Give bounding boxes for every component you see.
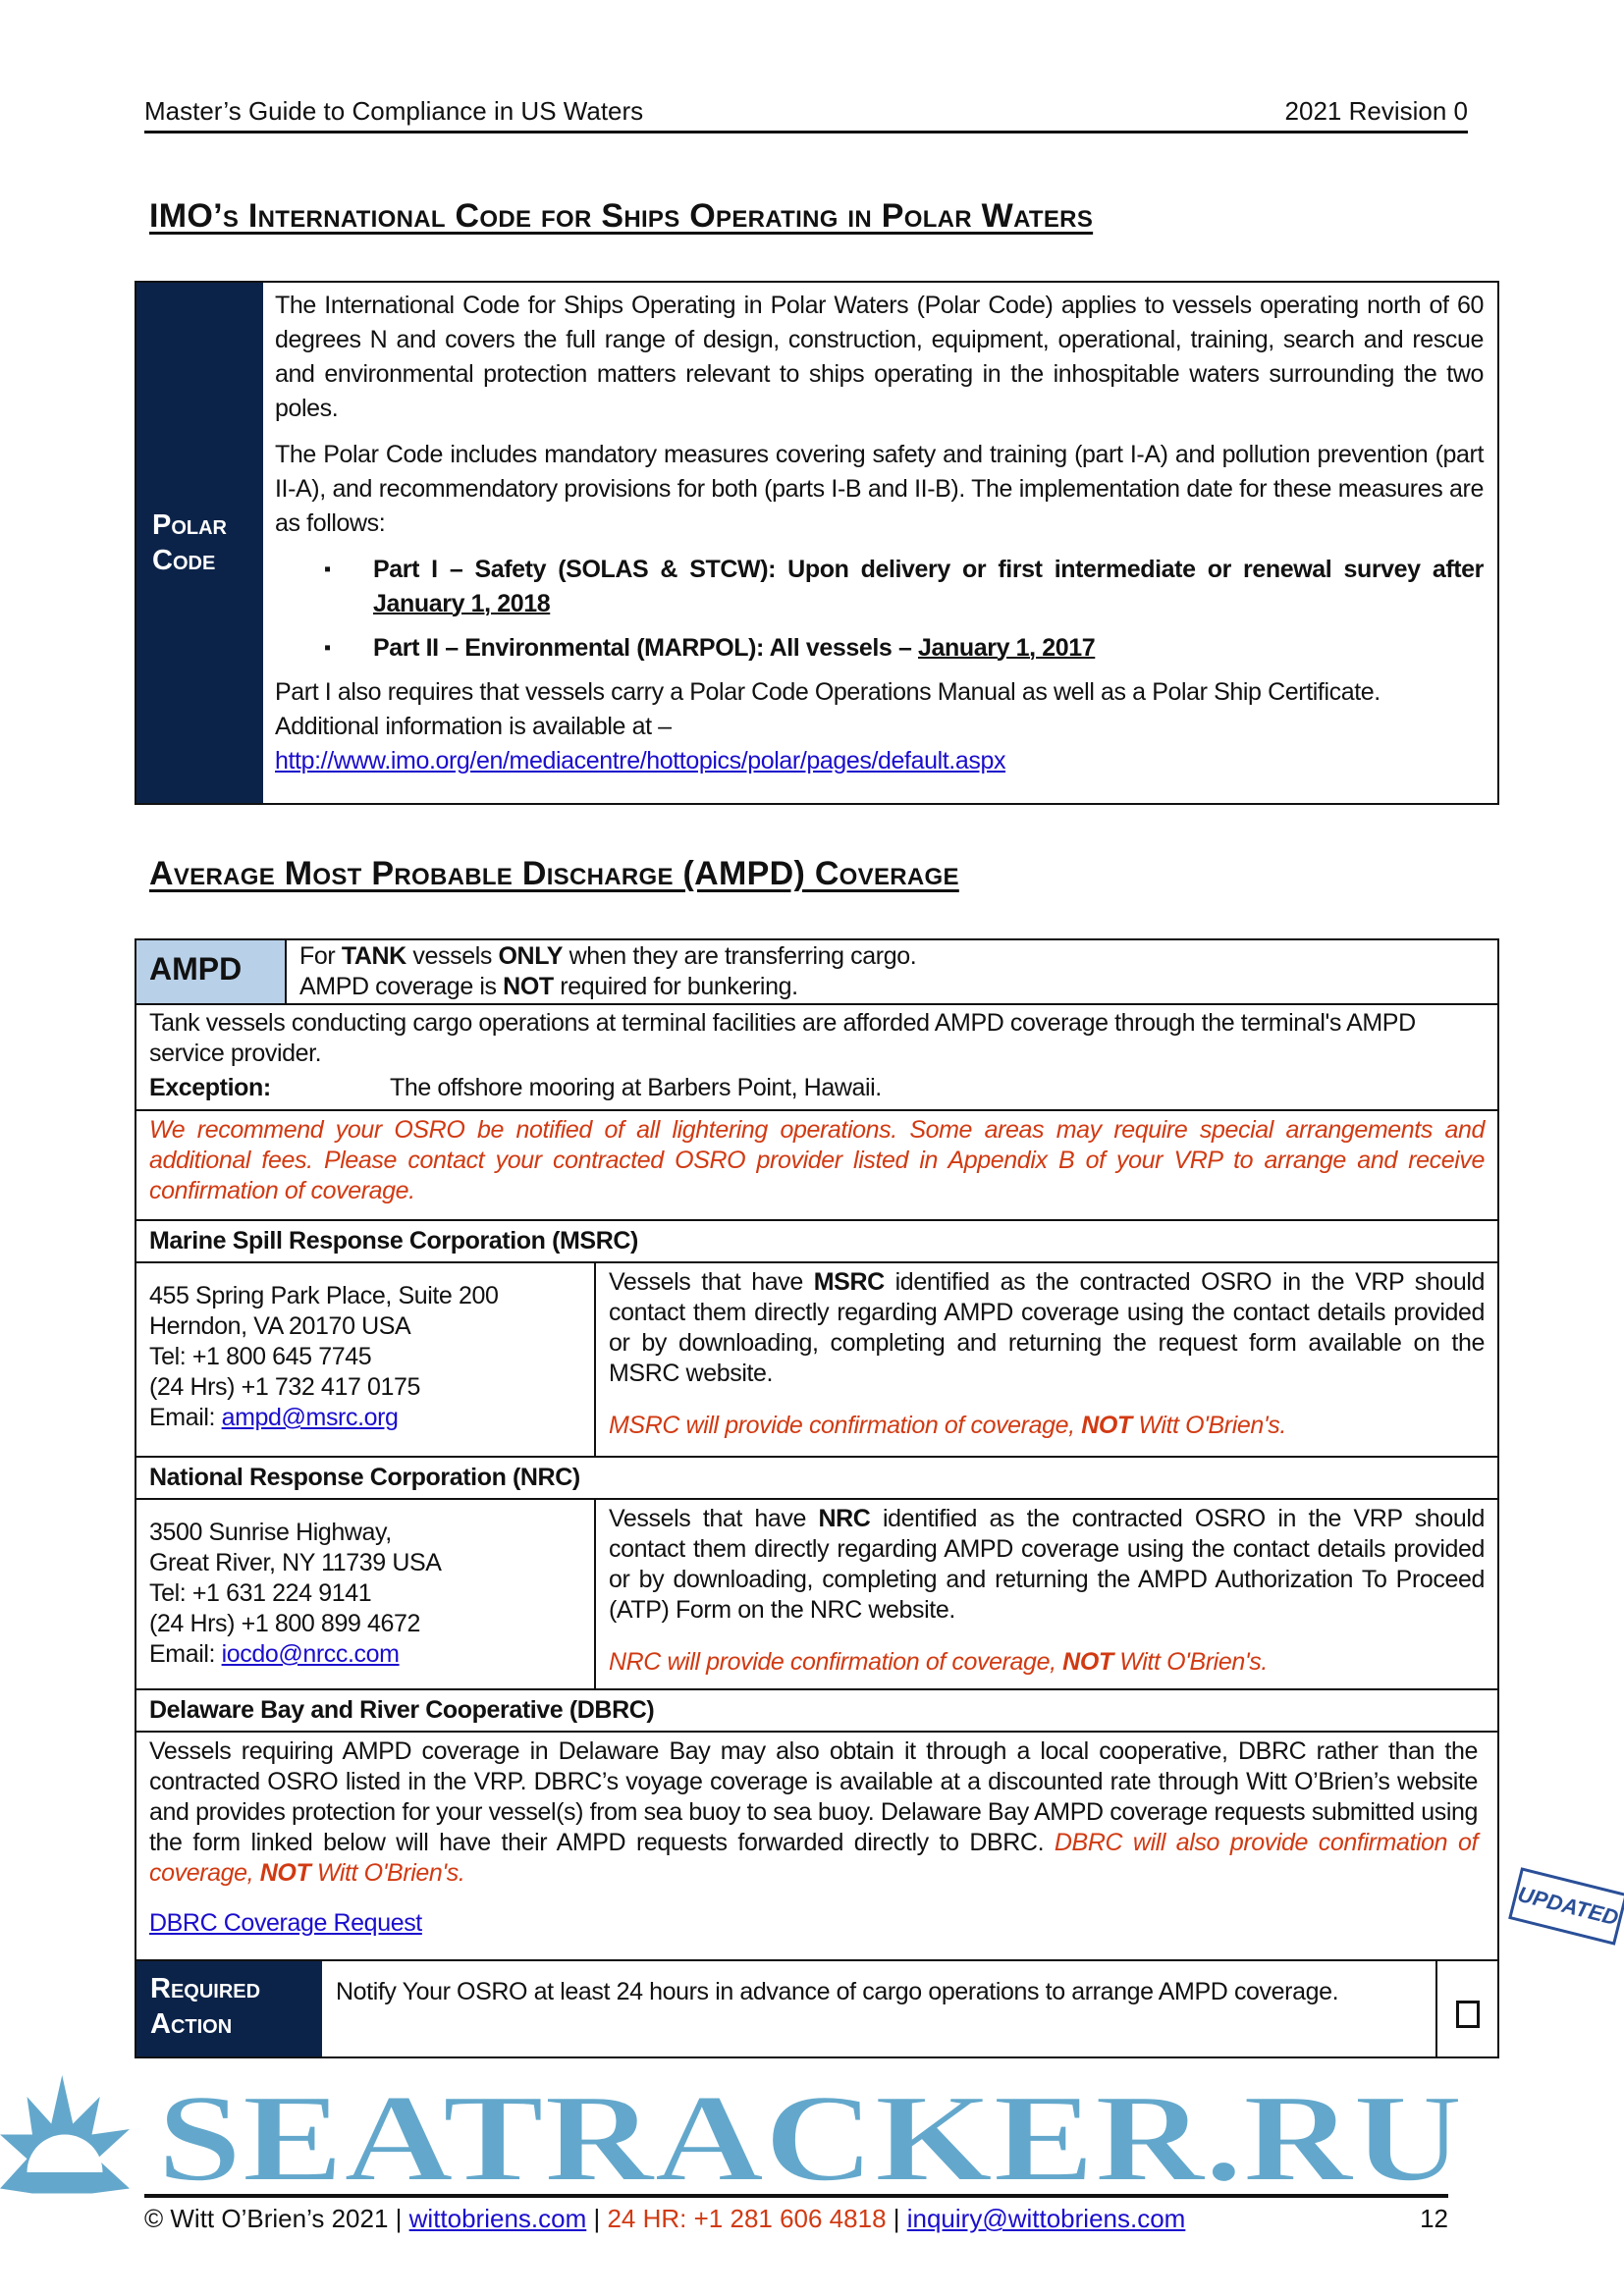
watermark-text: SEATRACKER.RU bbox=[157, 2068, 1463, 2194]
bullet-part-1: ▪ Part I – Safety (SOLAS & STCW): Upon delivery or first intermediate or renewal survey after January 1, 2018 bbox=[275, 553, 1484, 621]
hotline: 24 HR: +1 281 606 4818 bbox=[607, 2204, 887, 2233]
website-link[interactable]: wittobriens.com bbox=[408, 2204, 587, 2233]
ampd-label: AMPD bbox=[136, 940, 287, 1003]
document-title: Master’s Guide to Compliance in US Waters bbox=[144, 96, 644, 126]
dbrc-coverage-request-link[interactable]: DBRC Coverage Request bbox=[149, 1909, 422, 1937]
imo-link[interactable]: http://www.imo.org/en/mediacentre/hottopics/polar/pages/default.aspx bbox=[275, 747, 1006, 774]
msrc-title: Marine Spill Response Corporation (MSRC) bbox=[136, 1221, 1497, 1263]
msrc-email-link[interactable]: ampd@msrc.org bbox=[221, 1404, 399, 1431]
dbrc-title: Delaware Bay and River Cooperative (DBRC) bbox=[136, 1690, 1497, 1733]
action-checkbox[interactable] bbox=[1456, 2001, 1480, 2028]
msrc-row: 455 Spring Park Place, Suite 200 Herndon, VA 20170 USA Tel: +1 800 645 7745 (24 Hrs) +1 732 417 0175 Email: ampd@msrc.org Vessels that have MSRC identified as the contracted OSRO in the VRP should contact them directly regarding AMPD coverage using the contact details provided or by downloading, completing and returning the request form available on the MSRC website. MSRC will provide confirmation of coverage, NOT Witt O'Brien's. bbox=[136, 1263, 1497, 1458]
recommend-note: We recommend your OSRO be notified of all lightering operations. Some areas may require special arrangements and additional fees. Please contact your contracted OSRO provider listed in Appendix B of your VRP to arrange and receive confirmation of coverage. bbox=[136, 1111, 1497, 1221]
required-action-row bbox=[136, 1961, 1497, 2056]
ampd-scope: For TANK vessels ONLY when they are transferring cargo. AMPD coverage is NOT required for bunkering. bbox=[299, 942, 917, 1000]
nrc-email-link[interactable]: iocdo@nrcc.com bbox=[221, 1640, 400, 1668]
updated-stamp: UPDATED bbox=[1508, 1867, 1624, 1945]
nrc-row: 3500 Sunrise Highway, Great River, NY 11739 USA Tel: +1 631 224 9141 (24 Hrs) +1 800 899 4672 Email: iocdo@nrcc.com Vessels that have NRC identified as the contracted OSRO in the VRP should contact them directly regarding AMPD coverage using the contact details provided or by downloading, completing and returning the AMPD Authorization To Proceed (ATP) Form on the NRC website. NRC will provide confirmation of coverage, NOT Witt O'Brien's. bbox=[136, 1500, 1497, 1690]
required-action-text: Notify Your OSRO at least 24 hours in advance of cargo operations to arrange AMPD coverage. bbox=[336, 1978, 1339, 2005]
dbrc-row: Vessels requiring AMPD coverage in Delaware Bay may also obtain it through a local cooperative, DBRC rather than the contracted OSRO listed in the VRP. DBRC’s voyage coverage is available at a discounted rate through Witt O’Brien’s website and provides protection for your vessel(s) from sea buoy to sea buoy. Delaware Bay AMPD coverage requests submitted using the form linked below will have their AMPD requests forwarded directly to DBRC. DBRC will also provide confirmation of coverage, NOT Witt O'Brien's. DBRC Coverage Request UPDATED bbox=[136, 1733, 1497, 1961]
polar-code-box bbox=[135, 281, 1499, 805]
watermark bbox=[0, 2064, 1624, 2194]
polar-p1: The International Code for Ships Operating in Polar Waters (Polar Code) applies to vessels operating north of 60 degrees N and covers the full range of design, construction, equipment, operational, training, search and rescue and environmental protection matters relevant to ships operating in the inhospitable waters surrounding the two poles. bbox=[275, 292, 1484, 422]
polar-p3: Part I also requires that vessels carry a Polar Code Operations Manual as well as a Polar Ship Certificate. Additional information is available at – http://www.imo.org/en/mediacentre/hottopics/polar/pages/default.aspx bbox=[275, 678, 1380, 774]
polar-p2: The Polar Code includes mandatory measures covering safety and training (part I-A) and pollution prevention (part II-A), and recommendatory provisions for both (parts I-B and II-B). The implementation date for these measures are as follows: bbox=[275, 441, 1484, 537]
sun-icon bbox=[0, 2075, 130, 2193]
page-number: 12 bbox=[1420, 2204, 1448, 2233]
terminal-row: Tank vessels conducting cargo operations at terminal facilities are afforded AMPD coverage through the terminal's AMPD service provider. Exception: The offshore mooring at Barbers Point, Hawaii. bbox=[136, 1005, 1497, 1111]
page-footer: © Witt O’Brien’s 2021 | wittobriens.com | 24 HR: +1 281 606 4818 | inquiry@wittobriens.com 12 bbox=[144, 2194, 1448, 2234]
nrc-title: National Response Corporation (NRC) bbox=[136, 1458, 1497, 1500]
polar-label: Polar Code bbox=[136, 283, 263, 803]
ampd-table bbox=[135, 938, 1621, 2058]
revision: 2021 Revision 0 bbox=[1284, 96, 1468, 126]
ampd-heading: Average Most Probable Discharge (AMPD) Coverage bbox=[149, 855, 959, 892]
required-action-label: Required Action bbox=[136, 1961, 322, 2056]
page-header bbox=[144, 96, 1468, 133]
polar-heading: IMO’s International Code for Ships Operating in Polar Waters bbox=[149, 197, 1094, 235]
inquiry-email-link[interactable]: inquiry@wittobriens.com bbox=[906, 2204, 1186, 2233]
bullet-part-2: ▪ Part II – Environmental (MARPOL): All vessels – January 1, 2017 bbox=[275, 631, 1484, 666]
